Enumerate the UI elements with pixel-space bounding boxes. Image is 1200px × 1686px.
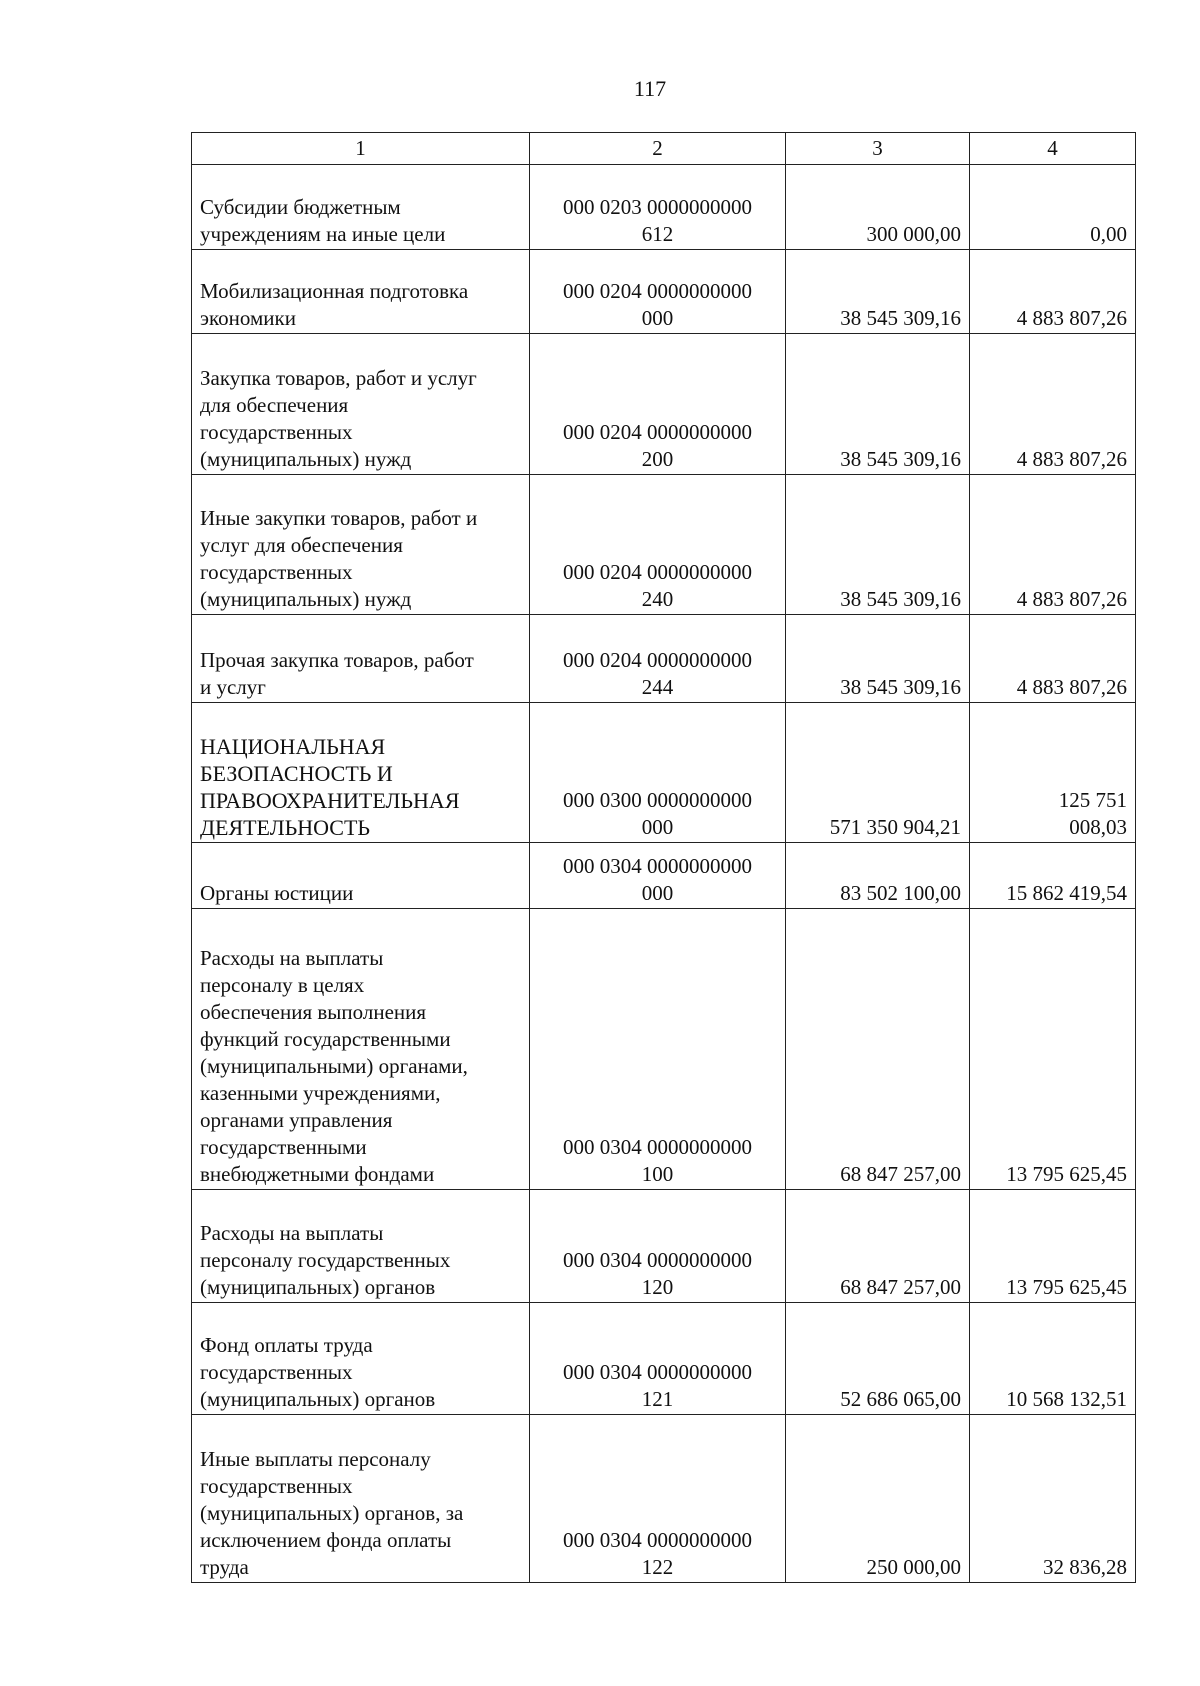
row-actual: 32 836,28 [970,1415,1136,1583]
table-row [192,334,1136,475]
row-code: 000 0204 0000000000 000 [530,250,786,334]
row-plan: 38 545 309,16 [786,334,970,475]
row-actual: 13 795 625,45 [970,909,1136,1190]
row-actual: 15 862 419,54 [970,843,1136,909]
row-name: Иные выплаты персоналу государственных (муниципальных) органов, за исключением фонда оплаты труда [192,1415,530,1583]
row-code: 000 0304 0000000000 120 [530,1190,786,1303]
table-row [192,1303,1136,1415]
table-row [192,1415,1136,1583]
row-actual: 4 883 807,26 [970,475,1136,615]
row-actual: 4 883 807,26 [970,615,1136,703]
column-header-2: 2 [530,133,786,165]
row-plan: 38 545 309,16 [786,250,970,334]
row-plan: 68 847 257,00 [786,1190,970,1303]
row-code: 000 0204 0000000000 200 [530,334,786,475]
row-actual: 4 883 807,26 [970,250,1136,334]
row-code: 000 0304 0000000000 100 [530,909,786,1190]
row-code: 000 0304 0000000000 121 [530,1303,786,1415]
row-plan: 300 000,00 [786,165,970,250]
column-header-4: 4 [970,133,1136,165]
table-row [192,250,1136,334]
row-name: Фонд оплаты труда государственных (муниципальных) органов [192,1303,530,1415]
table-row [192,615,1136,703]
row-plan: 52 686 065,00 [786,1303,970,1415]
row-plan: 68 847 257,00 [786,909,970,1190]
row-code: 000 0304 0000000000 000 [530,843,786,909]
column-header-1: 1 [192,133,530,165]
row-name: Мобилизационная подготовка экономики [192,250,530,334]
row-actual: 13 795 625,45 [970,1190,1136,1303]
row-plan: 38 545 309,16 [786,475,970,615]
row-plan: 83 502 100,00 [786,843,970,909]
row-plan: 250 000,00 [786,1415,970,1583]
row-plan: 38 545 309,16 [786,615,970,703]
row-name: Прочая закупка товаров, работ и услуг [192,615,530,703]
row-name: Расходы на выплаты персоналу государственных (муниципальных) органов [192,1190,530,1303]
table-row [192,703,1136,843]
row-name: Закупка товаров, работ и услуг для обеспечения государственных (муниципальных) нужд [192,334,530,475]
row-plan: 571 350 904,21 [786,703,970,843]
row-code: 000 0204 0000000000 240 [530,475,786,615]
row-name: Иные закупки товаров, работ и услуг для обеспечения государственных (муниципальных) нужд [192,475,530,615]
table-row [192,843,1136,909]
table-header-row [192,133,1136,165]
page-number: 117 [633,76,667,101]
row-actual: 125 751 008,03 [970,703,1136,843]
table-row [192,909,1136,1190]
column-header-3: 3 [786,133,970,165]
row-name: Расходы на выплаты персоналу в целях обеспечения выполнения функций государственными (муниципальными) органами, казенными учреждениями, органами управления государственными внебюджетными фондами [192,909,530,1190]
row-code: 000 0204 0000000000 244 [530,615,786,703]
table-row [192,165,1136,250]
row-name: НАЦИОНАЛЬНАЯ БЕЗОПАСНОСТЬ И ПРАВООХРАНИТЕЛЬНАЯ ДЕЯТЕЛЬНОСТЬ [192,703,530,843]
row-actual: 10 568 132,51 [970,1303,1136,1415]
budget-table [191,132,1136,1583]
row-code: 000 0304 0000000000 122 [530,1415,786,1583]
table-row [192,475,1136,615]
row-actual: 4 883 807,26 [970,334,1136,475]
row-code: 000 0300 0000000000 000 [530,703,786,843]
row-name: Органы юстиции [192,843,530,909]
row-actual: 0,00 [970,165,1136,250]
table-row [192,1190,1136,1303]
row-name: Субсидии бюджетным учреждениям на иные цели [192,165,530,250]
row-code: 000 0203 0000000000 612 [530,165,786,250]
